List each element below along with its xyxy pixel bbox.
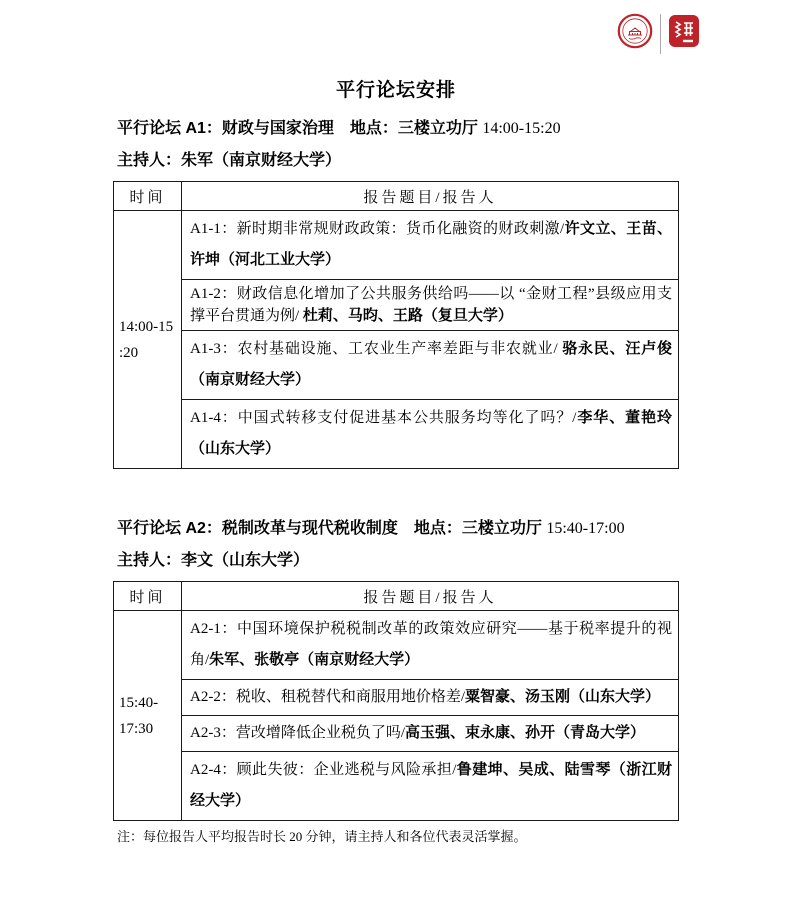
time-column-header: 时间 <box>114 582 182 611</box>
report-title: 顾此失彼：企业逃税与风险承担/ <box>236 762 457 778</box>
time-column-header: 时间 <box>114 182 182 211</box>
report-entry <box>182 400 679 469</box>
section-gap <box>113 469 679 519</box>
session-time: 15:40- 17:30 <box>114 611 182 821</box>
footnote: 注：每位报告人平均报告时长 20 分钟，请主持人和各位代表灵活掌握。 <box>117 829 527 844</box>
report-entry <box>182 716 679 752</box>
document-body <box>113 0 679 846</box>
report-title: 中国式转移支付促进基本公共服务均等化了吗？/ <box>237 410 577 426</box>
agenda-row <box>114 680 679 716</box>
agenda-row <box>114 280 679 331</box>
report-presenters: 许文立、王苗、许坤（河北工业大学） <box>190 221 673 268</box>
table-header-row <box>114 182 679 211</box>
report-id: A2-1： <box>190 621 237 637</box>
report-presenters: 鲁建坤、吴成、陆雪琴（浙江财经大学） <box>190 762 673 809</box>
agenda-row <box>114 716 679 752</box>
agenda-row <box>114 611 679 680</box>
report-entry <box>182 211 679 280</box>
agenda-row <box>114 400 679 469</box>
logo-strip <box>617 13 700 54</box>
section-a1-host: 主持人：朱军（南京财经大学） <box>117 152 342 169</box>
agenda-row <box>114 752 679 821</box>
section-a2-heading-text: 平行论坛 A2：税制改革与现代税收制度 地点：三楼立功厅 <box>117 520 542 537</box>
report-column-header: 报告题目/报告人 <box>182 582 679 611</box>
report-id: A1-3： <box>190 341 238 357</box>
section-a1-heading <box>113 119 679 139</box>
table-header-row <box>114 582 679 611</box>
report-entry <box>182 331 679 400</box>
report-title: 新时期非常规财政政策：货币化融资的财政刺激/ <box>236 221 565 237</box>
report-entry <box>182 611 679 680</box>
report-presenters: 粟智豪、汤玉刚（山东大学） <box>465 689 661 705</box>
report-presenters: 骆永民、汪卢俊（南京财经大学） <box>190 341 672 388</box>
session-time: 14:00-15 :20 <box>114 211 182 469</box>
page-title: 平行论坛安排 <box>335 80 456 101</box>
report-title: 中国环境保护税税制改革的政策效应研究——基于税率提升的视角/ <box>190 621 672 668</box>
report-id: A2-4： <box>190 762 237 778</box>
report-entry <box>182 752 679 821</box>
report-id: A1-2： <box>190 286 237 302</box>
report-title: 税收、租税替代和商服用地价格差/ <box>235 689 465 705</box>
report-presenters: 李华、董艳玲（山东大学） <box>190 410 673 457</box>
report-id: A2-2： <box>190 689 236 705</box>
agenda-table-a2 <box>113 581 679 821</box>
section-a2-heading-time: 15:40-17:00 <box>546 520 625 537</box>
university-seal-icon <box>617 13 653 54</box>
journal-seal-icon <box>668 13 700 54</box>
section-a2-host: 主持人：李文（山东大学） <box>117 552 310 569</box>
agenda-row <box>114 331 679 400</box>
agenda-row <box>114 211 679 280</box>
report-entry <box>182 680 679 716</box>
report-presenters: 高玉强、束永康、孙开（青岛大学） <box>405 725 646 741</box>
report-id: A1-4： <box>190 410 238 426</box>
agenda-table-a1 <box>113 181 679 469</box>
report-title: 营改增降低企业税负了吗/ <box>235 725 405 741</box>
report-presenters: 杜莉、马昀、王路（复旦大学） <box>302 308 513 324</box>
section-a1-heading-time: 14:00-15:20 <box>482 120 561 137</box>
report-id: A1-1： <box>190 221 237 237</box>
report-id: A2-3： <box>190 725 236 741</box>
report-entry <box>182 280 679 331</box>
section-a1-heading-text: 平行论坛 A1：财政与国家治理 地点：三楼立功厅 <box>117 120 478 137</box>
report-presenters: 朱军、张敬亭（南京财经大学） <box>209 652 420 668</box>
seal-divider <box>660 14 661 54</box>
report-title: 农村基础设施、工农业生产率差距与非农就业/ <box>237 341 563 357</box>
report-column-header: 报告题目/报告人 <box>182 182 679 211</box>
section-a2-heading <box>113 519 679 539</box>
report-title: 财政信息化增加了公共服务供给吗——以 “金财工程”县级应用支撑平台贯通为例/ <box>190 286 673 324</box>
